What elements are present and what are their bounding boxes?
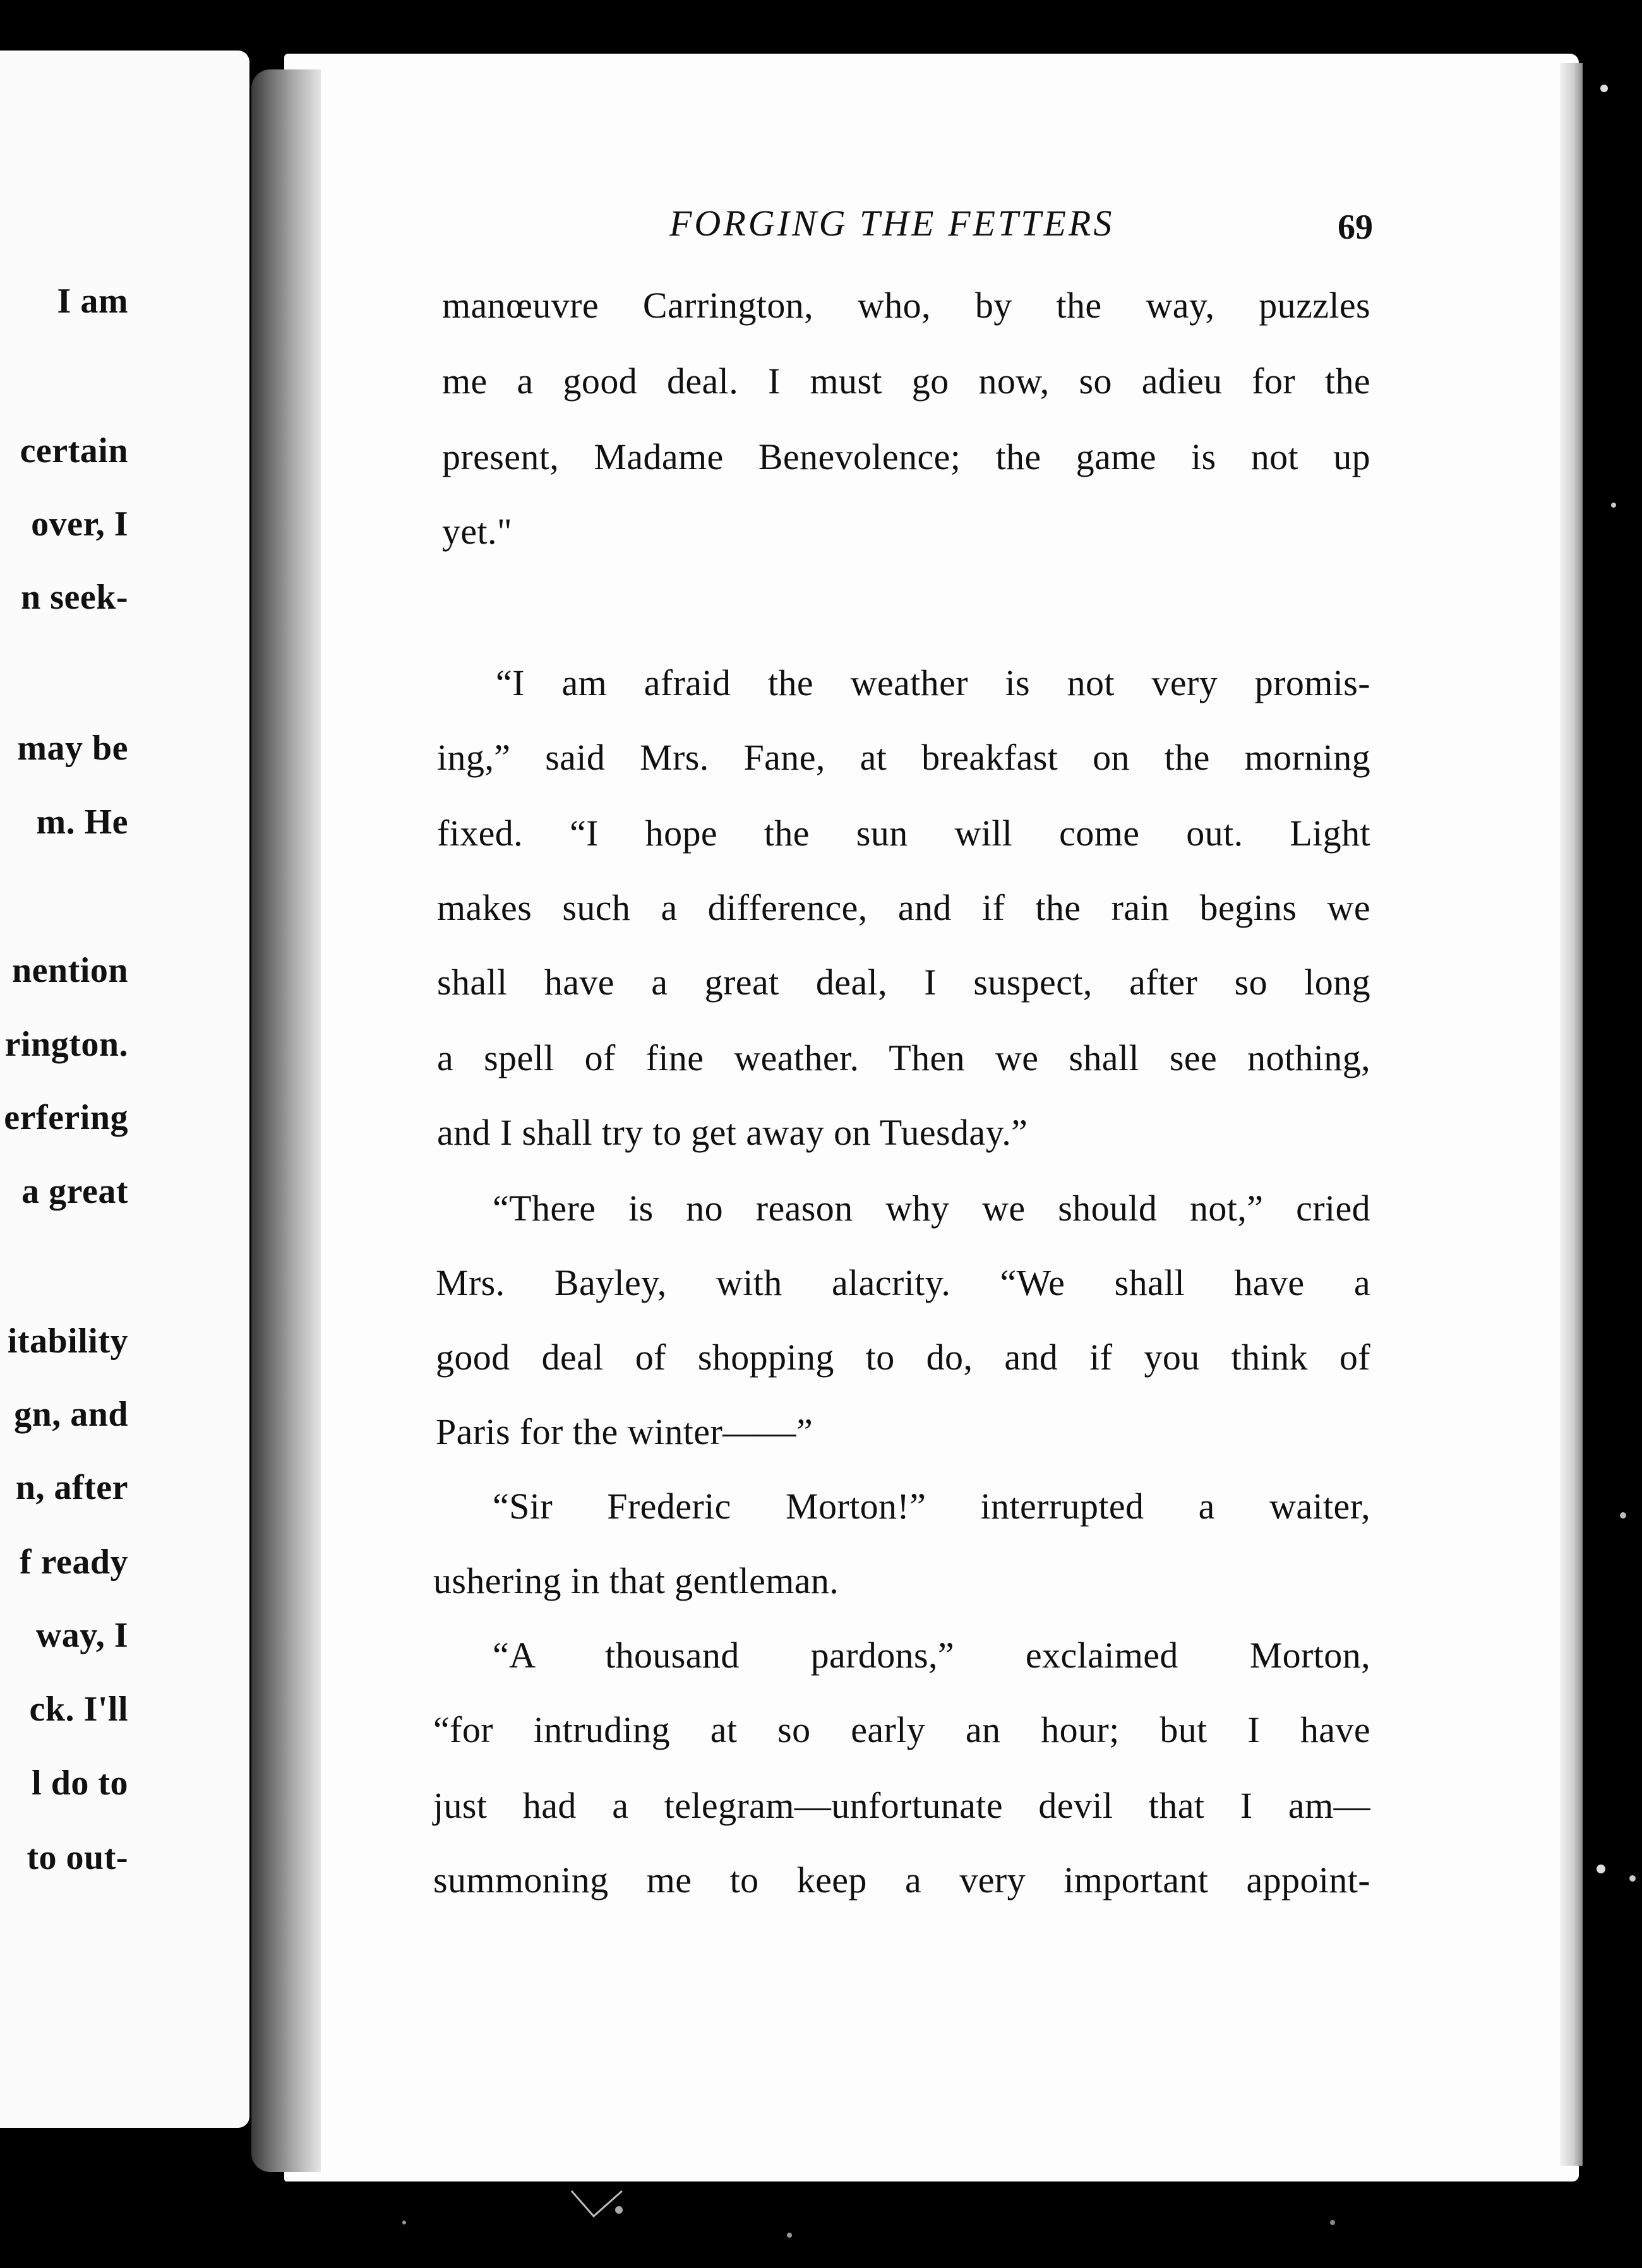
text-line: “for intruding at so early an hour; but I have: [433, 1709, 1370, 1750]
text-line: Paris for the winter——”: [436, 1411, 813, 1452]
text-line: fixed. “I hope the sun will come out. Light: [437, 813, 1370, 854]
left-line: rington.: [4, 1025, 128, 1064]
text-line: shall have a great deal, I suspect, after so long: [437, 962, 1370, 1003]
left-line: over, I: [31, 504, 128, 544]
left-line: way, I: [35, 1616, 128, 1655]
left-line: m. He: [36, 803, 128, 842]
left-line: a great: [21, 1172, 128, 1211]
text-line: summoning me to keep a very important appoint-: [433, 1859, 1370, 1901]
text-line: Mrs. Bayley, with alacrity. “We shall have a: [436, 1262, 1370, 1303]
text-line: “There is no reason why we should not,” cried: [493, 1188, 1370, 1229]
left-line: itability: [7, 1322, 128, 1361]
left-line: certain: [20, 431, 128, 470]
text-line: manœuvre Carrington, who, by the way, puzzles: [442, 285, 1370, 326]
left-line: ck. I'll: [29, 1690, 128, 1729]
text-line: present, Madame Benevolence; the game is not up: [442, 436, 1370, 477]
left-line: erfering: [4, 1098, 128, 1137]
left-line: f ready: [20, 1543, 128, 1582]
text-line: me a good deal. I must go now, so adieu for the: [442, 361, 1370, 402]
left-line: I am: [57, 282, 128, 321]
left-line: may be: [17, 729, 128, 768]
left-line: l do to: [32, 1764, 128, 1803]
running-head: FORGING THE FETTERS: [669, 203, 1115, 244]
text-line: ing,” said Mrs. Fane, at breakfast on the morning: [437, 737, 1370, 778]
left-line: n, after: [15, 1468, 128, 1507]
page-number: 69: [1338, 208, 1373, 247]
text-line: ushering in that gentleman.: [433, 1560, 839, 1601]
text-line: “Sir Frederic Morton!” interrupted a waiter,: [493, 1486, 1370, 1527]
text-line: “I am afraid the weather is not very promis-: [496, 662, 1370, 703]
text-line: just had a telegram—unfortunate devil that I am—: [433, 1785, 1370, 1826]
left-line: nention: [12, 951, 128, 990]
text-line: “A thousand pardons,” exclaimed Morton,: [493, 1635, 1370, 1676]
gutter-shadow: [251, 69, 321, 2172]
left-line: to out-: [27, 1838, 128, 1877]
left-page: [0, 51, 249, 2128]
left-line: n seek-: [21, 578, 128, 617]
text-line: makes such a difference, and if the rain begins we: [437, 887, 1370, 928]
text-line: good deal of shopping to do, and if you think of: [436, 1337, 1370, 1378]
left-line: gn, and: [14, 1395, 128, 1434]
text-line: and I shall try to get away on Tuesday.”: [437, 1112, 1028, 1153]
page-edge: [1560, 63, 1583, 2166]
text-line: a spell of fine weather. Then we shall see nothing,: [437, 1037, 1370, 1078]
text-line: yet.": [442, 511, 513, 552]
